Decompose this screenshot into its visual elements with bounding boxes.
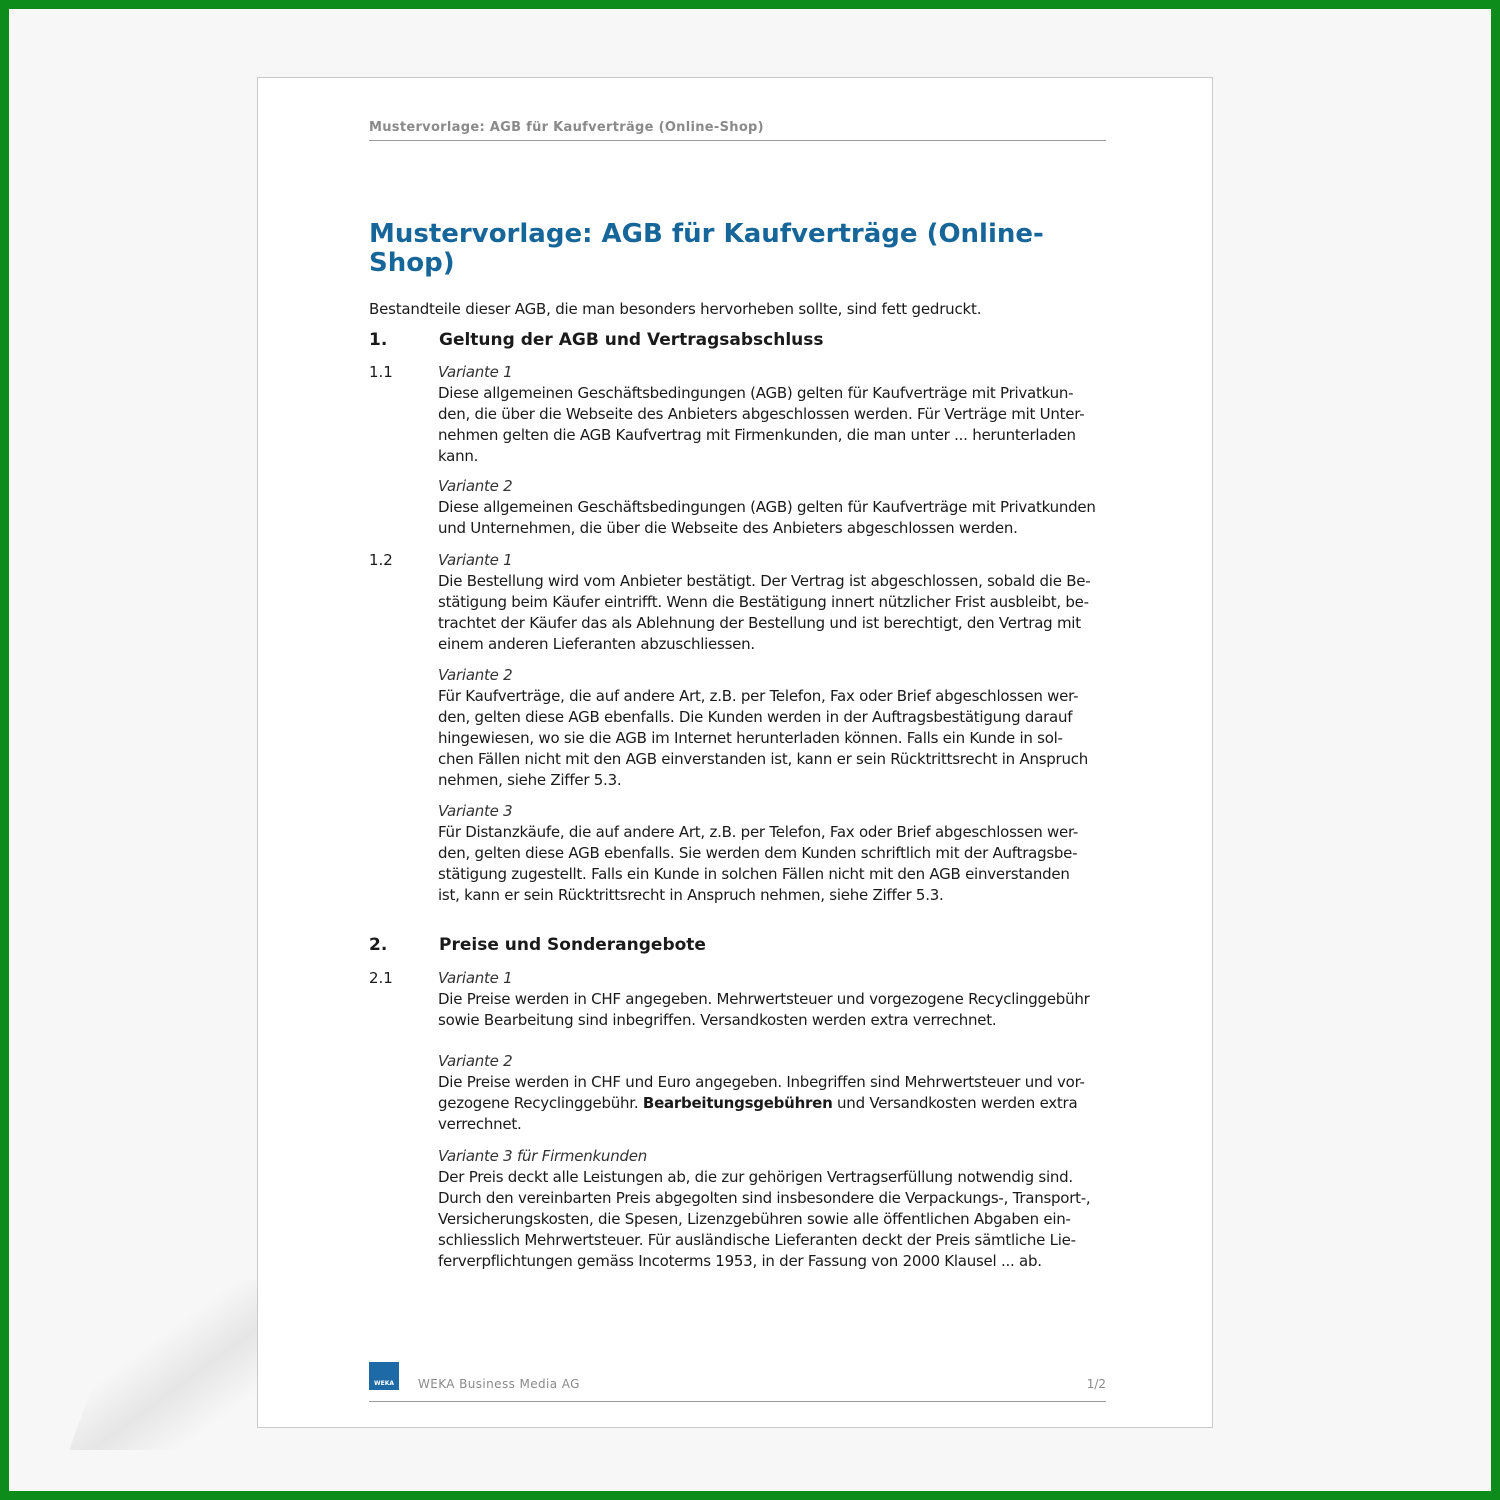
text-line: einem anderen Lieferanten abzuschliessen.	[438, 635, 755, 653]
text-run: und Versandkosten werden extra	[832, 1094, 1078, 1112]
variant-label: Variante 1	[438, 551, 513, 569]
text-line: trachtet der Käufer das als Ablehnung der Bestellung und ist berechtigt, den Vertrag mit	[438, 614, 1081, 632]
clause-1-1-variant-2	[438, 476, 1110, 539]
text-line: Versicherungskosten, die Spesen, Lizenzgebühren sowie alle öffentlichen Abgaben ein-	[438, 1210, 1071, 1228]
text-line: Der Preis deckt alle Leistungen ab, die zur gehörigen Vertragserfüllung notwendig sind.	[438, 1168, 1073, 1186]
text-line: Diese allgemeinen Geschäftsbedingungen (AGB) gelten für Kaufverträge mit Privatkun-	[438, 384, 1074, 402]
variant-label: Variante 1	[438, 363, 513, 381]
variant-label: Variante 3 für Firmenkunden	[438, 1147, 647, 1165]
text-line	[438, 1093, 1110, 1114]
text-line: stätigung beim Käufer eintrifft. Wenn die Bestätigung innert nützlicher Frist ausbleibt, be-	[438, 593, 1089, 611]
weka-logo	[369, 1362, 399, 1390]
title-line-1: Mustervorlage: AGB für Kaufverträge (Online-	[369, 219, 1044, 249]
text-line: Diese allgemeinen Geschäftsbedingungen (AGB) gelten für Kaufverträge mit Privatkunden	[438, 498, 1096, 516]
clause-2-1-variant-2	[438, 1051, 1110, 1135]
subsection-number-1-1: 1.1	[369, 363, 393, 381]
text-line: chen Fällen nicht mit den AGB einverstanden ist, kann er sein Rücktrittsrecht in Anspruch	[438, 750, 1088, 768]
intro-text: Bestandteile dieser AGB, die man besonders hervorheben sollte, sind fett gedruckt.	[369, 300, 982, 318]
variant-label: Variante 2	[438, 666, 513, 684]
subsection-number-2-1: 2.1	[369, 969, 393, 987]
text-line: den, gelten diese AGB ebenfalls. Sie werden dem Kunden schriftlich mit der Auftragsbe-	[438, 844, 1078, 862]
subsection-number-1-2: 1.2	[369, 551, 393, 569]
text-run: gezogene Recyclinggebühr.	[438, 1094, 643, 1112]
section-title: Geltung der AGB und Vertragsabschluss	[439, 330, 824, 350]
company-name: WEKA Business Media AG	[418, 1377, 580, 1391]
clause-2-1-variant-1	[438, 968, 1110, 1031]
variant-label: Variante 1	[438, 969, 513, 987]
title-line-2: Shop)	[369, 248, 455, 278]
text-line: ist, kann er sein Rücktrittsrecht in Anspruch nehmen, siehe Ziffer 5.3.	[438, 886, 944, 904]
text-line: Durch den vereinbarten Preis abgegolten sind insbesondere die Verpackungs-, Transport-,	[438, 1189, 1091, 1207]
text-line: Für Kaufverträge, die auf andere Art, z.B. per Telefon, Fax oder Brief abgeschlossen wer-	[438, 687, 1079, 705]
document-title	[369, 220, 1069, 278]
text-line: ferverpflichtungen gemäss Incoterms 1953, in der Fassung von 2000 Klausel ... ab.	[438, 1252, 1042, 1270]
section-number: 1.	[369, 330, 388, 350]
document-page	[257, 77, 1213, 1428]
clause-2-1-variant-3	[438, 1146, 1110, 1272]
running-header: Mustervorlage: AGB für Kaufverträge (Online-Shop)	[369, 120, 1106, 141]
text-line: Für Distanzkäufe, die auf andere Art, z.B. per Telefon, Fax oder Brief abgeschlossen wer-	[438, 823, 1079, 841]
text-line: kann.	[438, 447, 479, 465]
text-line: Die Preise werden in CHF angegeben. Mehrwertsteuer und vorgezogene Recyclinggebühr	[438, 990, 1090, 1008]
text-line: verrechnet.	[438, 1115, 522, 1133]
variant-label: Variante 2	[438, 1052, 513, 1070]
bold-term: Bearbeitungsgebühren	[642, 1094, 833, 1112]
text-line: den, gelten diese AGB ebenfalls. Die Kunden werden in der Auftragsbestätigung darauf	[438, 708, 1073, 726]
text-line: schliesslich Mehrwertsteuer. Für ausländische Lieferanten deckt der Preis sämtliche Lie-	[438, 1231, 1076, 1249]
clause-1-2-variant-2	[438, 665, 1110, 791]
logo-text: WEKA	[373, 1380, 394, 1387]
text-line: hingewiesen, wo sie die AGB im Internet herunterladen können. Falls ein Kunde in sol-	[438, 729, 1063, 747]
text-line: nehmen, siehe Ziffer 5.3.	[438, 771, 622, 789]
text-line: stätigung zugestellt. Falls ein Kunde in solchen Fällen nicht mit den AGB einverstanden	[438, 865, 1070, 883]
page-number: 1/2	[1086, 1377, 1106, 1391]
text-line: und Unternehmen, die über die Webseite des Anbieters abgeschlossen werden.	[438, 519, 1018, 537]
text-line: nehmen gelten die AGB Kaufvertrag mit Firmenkunden, die man unter ... herunterladen	[438, 426, 1076, 444]
text-line: sowie Bearbeitung sind inbegriffen. Versandkosten werden extra verrechnet.	[438, 1011, 997, 1029]
section-number: 2.	[369, 935, 388, 955]
clause-1-2-variant-3	[438, 801, 1110, 906]
text-line: Die Bestellung wird vom Anbieter bestätigt. Der Vertrag ist abgeschlossen, sobald die Be-	[438, 572, 1091, 590]
page-footer	[369, 1362, 1106, 1402]
clause-1-1-variant-1	[438, 362, 1110, 467]
text-line: den, die über die Webseite des Anbieters abgeschlossen werden. Für Verträge mit Unter-	[438, 405, 1085, 423]
variant-label: Variante 3	[438, 802, 513, 820]
text-line: Die Preise werden in CHF und Euro angegeben. Inbegriffen sind Mehrwertsteuer und vor-	[438, 1073, 1085, 1091]
clause-1-2-variant-1	[438, 550, 1110, 655]
variant-label: Variante 2	[438, 477, 513, 495]
section-title: Preise und Sonderangebote	[439, 935, 706, 955]
